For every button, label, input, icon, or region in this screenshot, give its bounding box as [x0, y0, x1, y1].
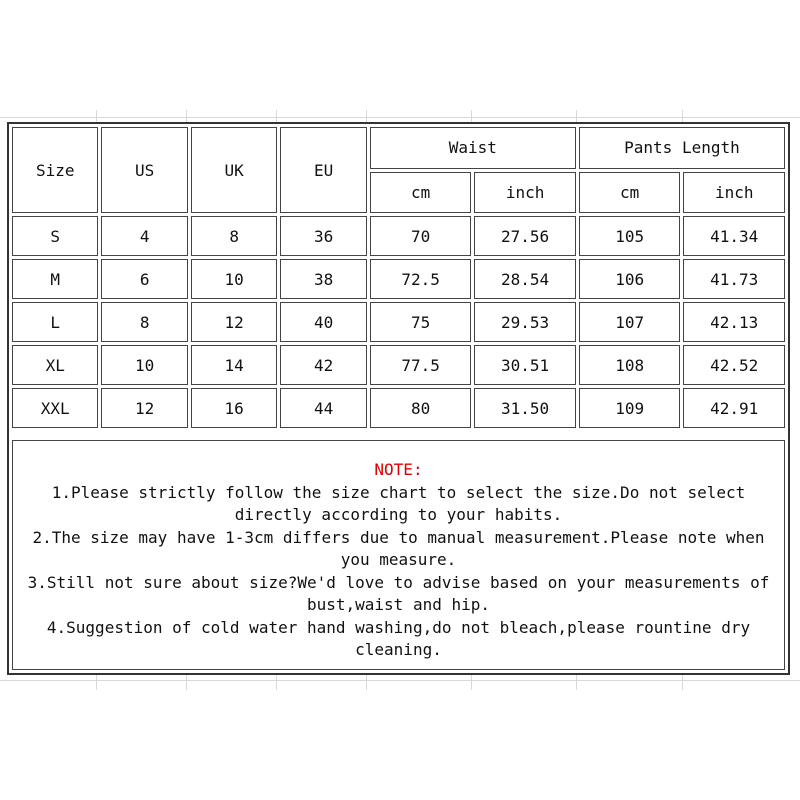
cell-us: 10	[101, 345, 187, 385]
header-waist-cm: cm	[370, 172, 472, 214]
cell-us: 8	[101, 302, 187, 342]
header-row	[12, 127, 785, 169]
table-row	[12, 345, 785, 385]
cell-length-cm: 107	[579, 302, 681, 342]
cell-us: 6	[101, 259, 187, 299]
cell-us: 12	[101, 388, 187, 428]
cell-size: M	[12, 259, 98, 299]
cell-waist-inch: 28.54	[474, 259, 576, 299]
table-row	[12, 259, 785, 299]
header-waist-inch: inch	[474, 172, 576, 214]
header-eu: EU	[280, 127, 366, 213]
cell-uk: 16	[191, 388, 277, 428]
cell-eu: 44	[280, 388, 366, 428]
cell-length-inch: 41.34	[683, 216, 785, 256]
cell-length-inch: 42.52	[683, 345, 785, 385]
cell-waist-inch: 27.56	[474, 216, 576, 256]
cell-length-cm: 109	[579, 388, 681, 428]
cell-uk: 14	[191, 345, 277, 385]
cell-eu: 36	[280, 216, 366, 256]
cell-eu: 42	[280, 345, 366, 385]
note-line: 3.Still not sure about size?We'd love to advise based on your measurements of bust,waist and hip.	[27, 572, 770, 614]
cell-length-inch: 42.13	[683, 302, 785, 342]
table-row	[12, 388, 785, 428]
header-waist: Waist	[370, 127, 576, 169]
note-line: 1.Please strictly follow the size chart to select the size.Do not select directly according to your habits.	[51, 482, 746, 524]
cell-uk: 8	[191, 216, 277, 256]
cell-waist-cm: 72.5	[370, 259, 472, 299]
header-us: US	[101, 127, 187, 213]
cell-size: XXL	[12, 388, 98, 428]
header-length-inch: inch	[683, 172, 785, 214]
note-title: NOTE:	[374, 460, 423, 479]
cell-eu: 40	[280, 302, 366, 342]
cell-waist-cm: 70	[370, 216, 472, 256]
grid-line	[0, 117, 800, 118]
cell-length-inch: 41.73	[683, 259, 785, 299]
cell-length-cm: 105	[579, 216, 681, 256]
cell-waist-inch: 30.51	[474, 345, 576, 385]
header-length-cm: cm	[579, 172, 681, 214]
grid-line	[0, 680, 800, 681]
note-line: 2.The size may have 1-3cm differs due to manual measurement.Please note when you measure.	[32, 527, 765, 569]
table-row	[12, 216, 785, 256]
header-uk: UK	[191, 127, 277, 213]
note-line: 4.Suggestion of cold water hand washing,do not bleach,please rountine dry cleaning.	[46, 617, 751, 659]
cell-waist-cm: 80	[370, 388, 472, 428]
cell-waist-cm: 75	[370, 302, 472, 342]
cell-size: XL	[12, 345, 98, 385]
header-size: Size	[12, 127, 98, 213]
note-box	[12, 440, 785, 670]
size-table	[9, 124, 788, 431]
cell-waist-inch: 29.53	[474, 302, 576, 342]
cell-uk: 12	[191, 302, 277, 342]
cell-size: S	[12, 216, 98, 256]
cell-us: 4	[101, 216, 187, 256]
cell-eu: 38	[280, 259, 366, 299]
cell-waist-cm: 77.5	[370, 345, 472, 385]
cell-length-cm: 106	[579, 259, 681, 299]
header-pants-length: Pants Length	[579, 127, 785, 169]
cell-waist-inch: 31.50	[474, 388, 576, 428]
cell-length-inch: 42.91	[683, 388, 785, 428]
cell-size: L	[12, 302, 98, 342]
table-row	[12, 302, 785, 342]
cell-uk: 10	[191, 259, 277, 299]
size-chart	[7, 122, 790, 675]
cell-length-cm: 108	[579, 345, 681, 385]
